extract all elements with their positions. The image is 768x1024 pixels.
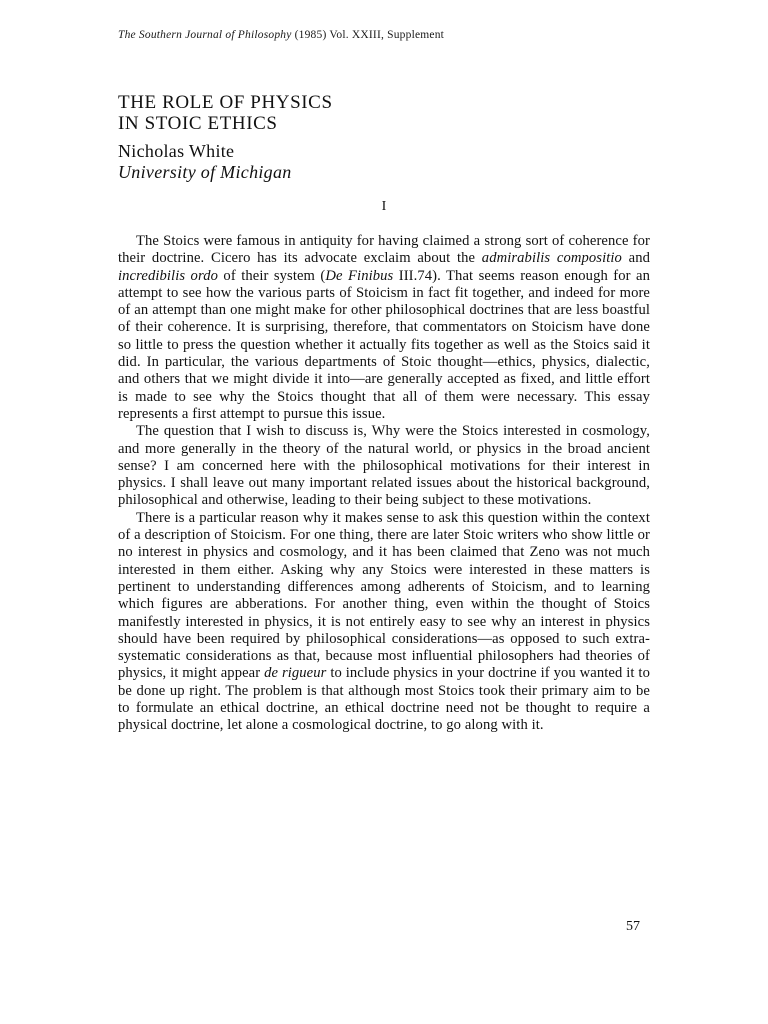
journal-name: The Southern Journal of Philosophy <box>118 29 292 41</box>
paragraph-text: to include physics in your doctrine if you wanted it to be done up right. The problem is that although most Stoics took their primary aim to be to formulate an ethical doctrine, an ethical doctrine need not be thought to require a physical doctrine, let alone a cosmological doctrine, to go along with it. <box>118 665 650 734</box>
body-paragraph <box>118 510 650 735</box>
journal-details: (1985) Vol. XXIII, Supplement <box>294 29 445 41</box>
paragraph-text: III.74). That seems reason enough for an attempt to see how the various parts of Stoicism in fact fit together, and indeed for more of an attempt than one might make for other philosophical doctrines that are less boastful of their coherence. It is surprising, therefore, that commentators on Stoicism have done so little to press the question whether it actually fits together as well as the Stoics said it did. In particular, the various departments of Stoic thought—ethics, physics, dialectic, and others that we might divide it into—are generally accepted as fixed, and little effort is made to see why the Stoics thought that all of them were necessary. This essay represents a first attempt to pursue this issue. <box>118 267 650 422</box>
italic-text: de rigueur <box>264 665 327 682</box>
paragraph-text: The question that I wish to discuss is, Why were the Stoics interested in cosmology, and more generally in the theory of the natural world, or physics in the broad ancient sense? I am concerned here with the philosophical motivations for their interest in physics. I shall leave out many important related issues about the historical background, philosophical and otherwise, leading to their being subject to these motivations. <box>118 423 650 509</box>
paragraph-text: There is a particular reason why it makes sense to ask this question within the context of a description of Stoicism. For one thing, there are later Stoic writers who show little or no interest in physics and cosmology, and it has been claimed that Zeno was not much interested in them either. Asking why any Stoics were interested in these matters is pertinent to understanding differences among adherents of Stoicism, and to learning which figures are abberations. For another thing, even within the thought of Stoics manifestly interested in physics, it is not entirely easy to see why an interest in physics should have been required by philosophical considerations—as opposed to such extra-systematic considerations as that, because most influential philosophers had theories of physics, it might appear <box>118 509 650 682</box>
body-paragraph <box>118 423 650 509</box>
section-number: I <box>381 199 387 214</box>
italic-text: De Finibus <box>325 267 394 284</box>
article-title <box>118 92 538 134</box>
paragraph-text: The Stoics were famous in antiquity for having claimed a strong sort of coherence for their doctrine. Cicero has its advocate exclaim about the <box>118 233 650 267</box>
page-number: 57 <box>626 919 640 934</box>
running-head <box>118 29 444 41</box>
author-name: Nicholas White <box>118 141 235 161</box>
italic-text: incredibilis ordo <box>118 267 218 284</box>
body-paragraph <box>118 233 650 423</box>
title-line-1: THE ROLE OF PHYSICS <box>118 92 333 113</box>
paragraph-text: and <box>621 250 651 267</box>
paragraph-text: of their system ( <box>218 267 326 284</box>
title-line-2: IN STOIC ETHICS <box>118 113 278 134</box>
author-affiliation: University of Michigan <box>118 162 292 182</box>
italic-text: admirabilis compositio <box>481 250 622 267</box>
article-body <box>118 233 650 735</box>
